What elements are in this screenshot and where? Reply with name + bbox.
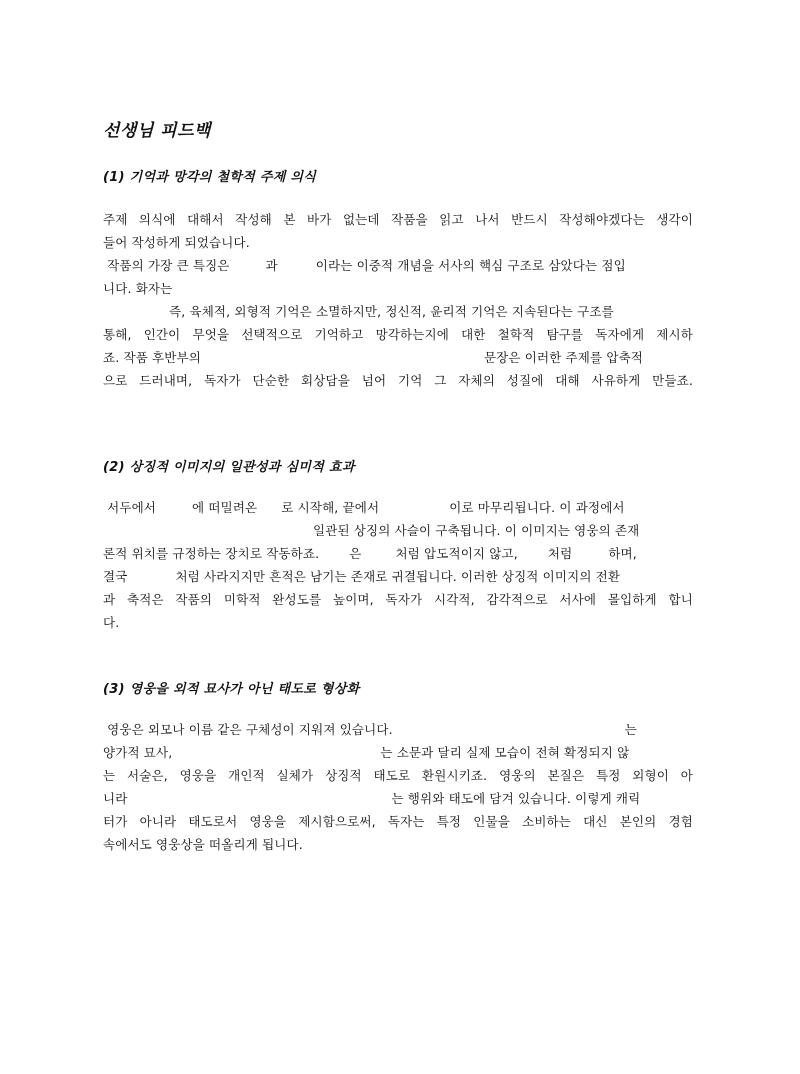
paragraph-line bbox=[103, 496, 693, 519]
text-fragment: 문장은 이러한 주제를 압축적 bbox=[483, 350, 644, 365]
text-fragment: 양가적 묘사, bbox=[103, 745, 173, 760]
text-fragment: 과 bbox=[265, 258, 278, 273]
text-fragment: 에 떠밀려온 bbox=[192, 500, 258, 515]
paragraph-line bbox=[103, 254, 693, 277]
paragraph-line: 는 서술은, 영웅을 개인적 실체가 상징적 태도로 환원시키죠. 영웅의 본질은 특정 외형이 아 bbox=[103, 768, 693, 783]
paragraph-line: 통해, 인간이 무엇을 선택적으로 기억하고 망각하는지에 대한 철학적 탐구를 독자에게 제시하 bbox=[103, 327, 693, 342]
text-fragment: 이라는 이중적 개념을 서사의 핵심 구조로 삼았다는 점입 bbox=[315, 258, 626, 273]
paragraph-line: 니다. 화자는 bbox=[103, 281, 173, 296]
section-1-heading: (1) 기억과 망각의 철학적 주제 의식 bbox=[103, 170, 317, 185]
paragraph-line: 으로 드러내며, 독자가 단순한 회상담을 넘어 기억 그 자체의 성질에 대해 사유하게 만들죠. bbox=[103, 373, 693, 388]
text-fragment: 영웅은 외모나 이름 같은 구체성이 지워져 있습니다. bbox=[103, 722, 393, 737]
paragraph-line bbox=[103, 565, 693, 588]
paragraph-line: 다. bbox=[103, 615, 120, 630]
paragraph-line bbox=[103, 741, 693, 764]
paragraph-line bbox=[103, 346, 693, 369]
paragraph-line: 속에서도 영웅상을 떠올리게 됩니다. bbox=[103, 837, 303, 852]
paragraph-line: 일관된 상징의 사슬이 구축됩니다. 이 이미지는 영웅의 존재 bbox=[313, 523, 640, 538]
text-fragment: 로 시작해, 끝에서 bbox=[281, 500, 380, 515]
text-fragment: 이로 마무리됩니다. 이 과정에서 bbox=[449, 500, 625, 515]
text-fragment: 론적 위치를 규정하는 장치로 작동하죠. bbox=[103, 546, 320, 561]
paragraph-line bbox=[103, 542, 693, 565]
paragraph-line: 즉, 육체적, 외형적 기억은 소멸하지만, 정신적, 윤리적 기억은 지속된다는 구조를 bbox=[169, 304, 614, 319]
paragraph-line: 주제 의식에 대해서 작성해 본 바가 없는데 작품을 읽고 나서 반드시 작성해야겠다는 생각이 bbox=[103, 212, 693, 227]
document-title: 선생님 피드백 bbox=[103, 121, 211, 141]
section-2-paragraph bbox=[103, 496, 693, 634]
text-fragment: 는 행위와 태도에 담겨 있습니다. 이렇게 캐릭 bbox=[391, 791, 641, 806]
section-2-heading: (2) 상징적 이미지의 일관성과 심미적 효과 bbox=[103, 460, 355, 475]
paragraph-line bbox=[103, 718, 693, 741]
text-fragment: 는 bbox=[624, 722, 637, 737]
text-fragment: 작품의 가장 큰 특징은 bbox=[103, 258, 230, 273]
text-fragment: 처럼 사라지지만 흔적은 남기는 존재로 귀결됩니다. 이러한 상징적 이미지의 전환 bbox=[175, 569, 621, 584]
text-fragment: 죠. 작품 후반부의 bbox=[103, 350, 201, 365]
paragraph-line: 들어 작성하게 되었습니다. bbox=[103, 235, 250, 250]
text-fragment: 은 bbox=[349, 546, 362, 561]
paragraph-line: 터가 아니라 태도로서 영웅을 제시함으로써, 독자는 특정 인물을 소비하는 대신 본인의 경험 bbox=[103, 814, 693, 829]
paragraph-line: 과 축적은 작품의 미학적 완성도를 높이며, 독자가 시각적, 감각적으로 서사에 몰입하게 합니 bbox=[103, 592, 693, 607]
text-fragment: 는 소문과 달리 실제 모습이 전혀 확정되지 않 bbox=[380, 745, 630, 760]
text-fragment: 하며, bbox=[608, 546, 637, 561]
text-fragment: 결국 bbox=[103, 569, 128, 584]
text-fragment: 니라 bbox=[103, 791, 128, 806]
text-fragment: 처럼 압도적이지 않고, bbox=[395, 546, 518, 561]
paragraph-line bbox=[103, 787, 693, 810]
section-3-heading: (3) 영웅을 외적 묘사가 아닌 태도로 형상화 bbox=[103, 682, 360, 697]
section-1-paragraph bbox=[103, 208, 693, 392]
text-fragment: 서두에서 bbox=[103, 500, 157, 515]
section-3-paragraph bbox=[103, 718, 693, 856]
text-fragment: 처럼 bbox=[547, 546, 573, 561]
